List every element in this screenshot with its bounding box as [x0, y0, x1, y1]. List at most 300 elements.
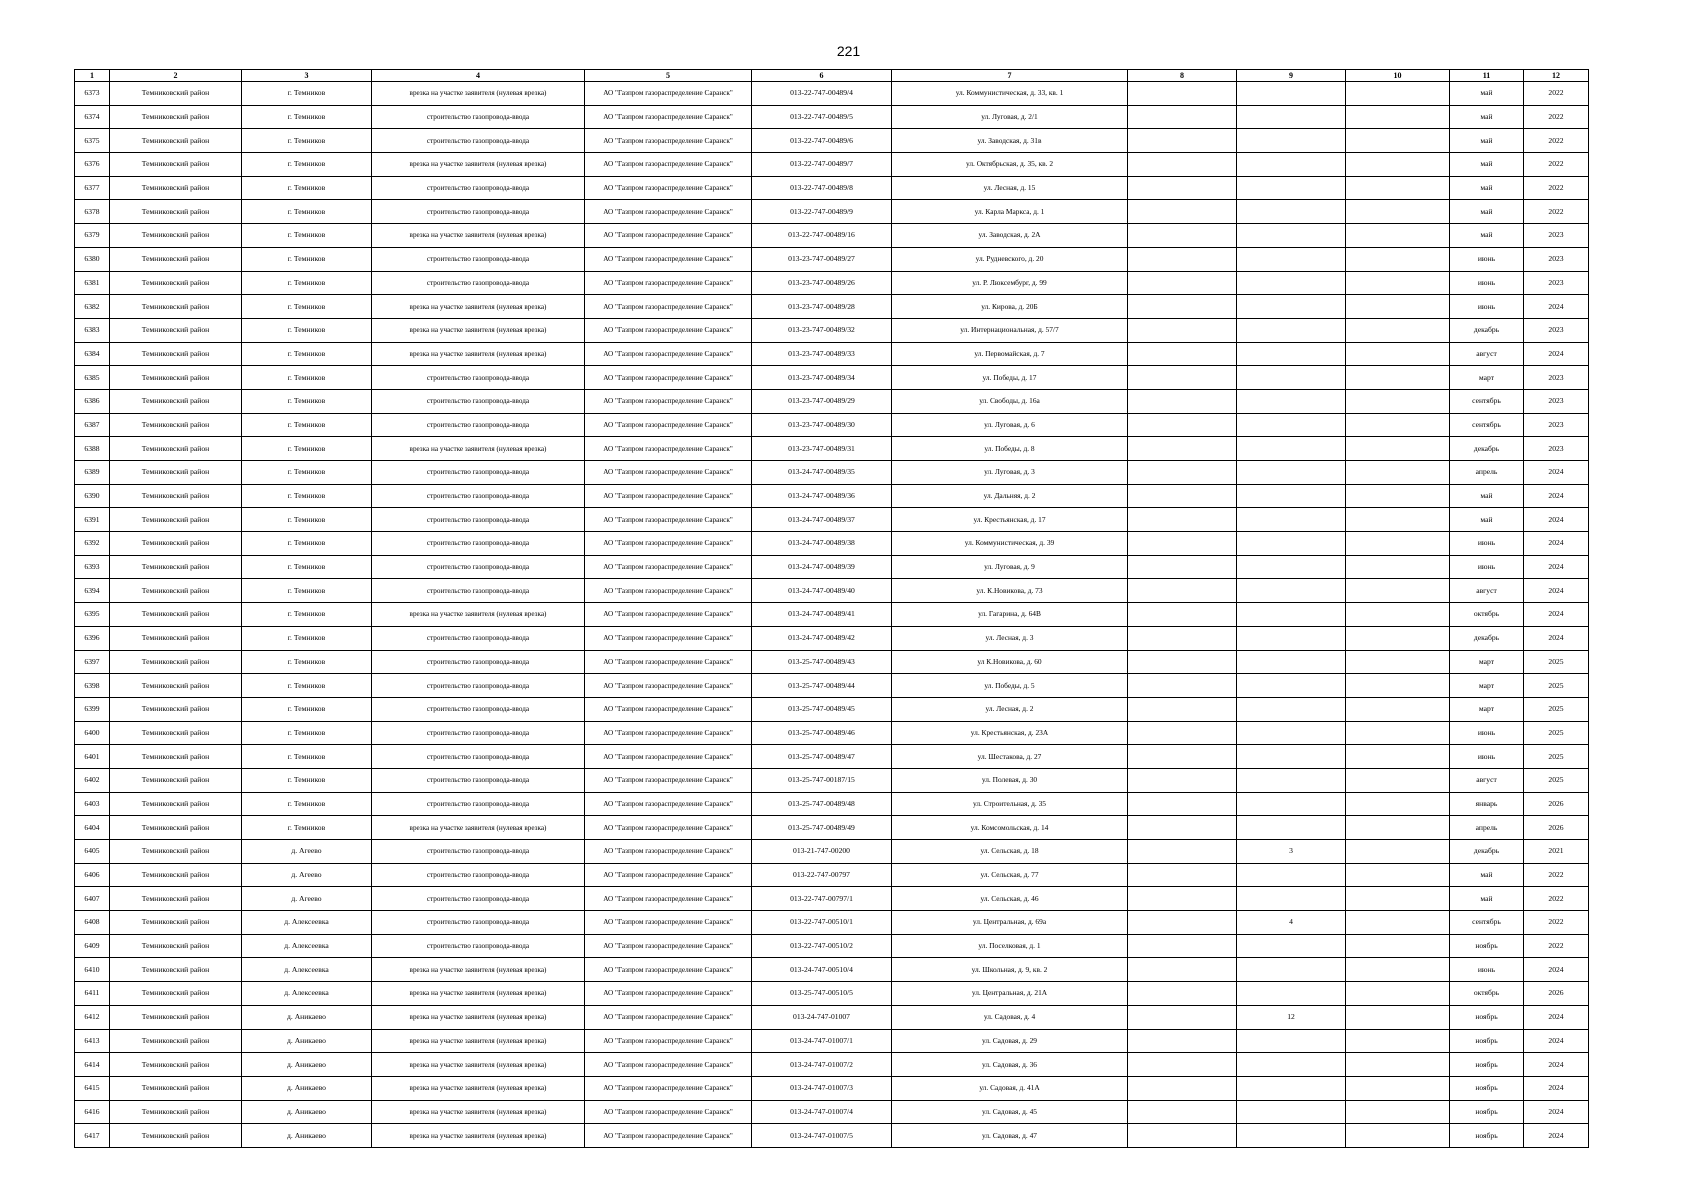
table-row	[75, 1076, 1589, 1100]
cell-settlement: д. Агеево	[242, 887, 372, 911]
column-header-12: 12	[1524, 70, 1589, 82]
cell-contract-number: 013-23-747-00489/28	[752, 295, 892, 319]
cell-month: июнь	[1450, 532, 1524, 556]
cell-contract-number: 013-24-747-00489/36	[752, 484, 892, 508]
cell-year: 2023	[1524, 318, 1589, 342]
table-row	[75, 745, 1589, 769]
cell-year: 2025	[1524, 697, 1589, 721]
cell-organization: АО "Газпром газораспределение Саранск"	[585, 650, 752, 674]
cell-address: ул. Победы, д. 5	[892, 674, 1128, 698]
column-header-1: 1	[75, 70, 110, 82]
cell-address: ул. Поселковая, д. 1	[892, 934, 1128, 958]
cell-col-8	[1128, 745, 1237, 769]
cell-col-10	[1346, 129, 1450, 153]
cell-settlement: г. Темников	[242, 721, 372, 745]
cell-contract-number: 013-22-747-00489/9	[752, 200, 892, 224]
cell-month: май	[1450, 863, 1524, 887]
cell-col-10	[1346, 579, 1450, 603]
cell-col-9	[1237, 863, 1346, 887]
cell-col-9	[1237, 1029, 1346, 1053]
cell-month: ноябрь	[1450, 934, 1524, 958]
cell-settlement: г. Темников	[242, 318, 372, 342]
cell-work-type: строительство газопровода-ввода	[372, 484, 585, 508]
table-row	[75, 792, 1589, 816]
cell-month: апрель	[1450, 816, 1524, 840]
cell-col-8	[1128, 626, 1237, 650]
cell-row-number: 6391	[75, 508, 110, 532]
cell-month: июнь	[1450, 295, 1524, 319]
cell-col-9	[1237, 555, 1346, 579]
table-row	[75, 437, 1589, 461]
cell-work-type: строительство газопровода-ввода	[372, 697, 585, 721]
table-row	[75, 224, 1589, 248]
cell-col-8	[1128, 911, 1237, 935]
cell-year: 2022	[1524, 176, 1589, 200]
cell-year: 2025	[1524, 674, 1589, 698]
cell-settlement: г. Темников	[242, 295, 372, 319]
cell-col-9	[1237, 176, 1346, 200]
cell-col-9	[1237, 389, 1346, 413]
cell-month: май	[1450, 887, 1524, 911]
cell-work-type: строительство газопровода-ввода	[372, 863, 585, 887]
cell-year: 2022	[1524, 129, 1589, 153]
cell-work-type: строительство газопровода-ввода	[372, 650, 585, 674]
column-header-6: 6	[752, 70, 892, 82]
cell-col-9: 4	[1237, 911, 1346, 935]
cell-row-number: 6411	[75, 982, 110, 1006]
cell-address: ул. Сельская, д. 77	[892, 863, 1128, 887]
cell-work-type: врезка на участке заявителя (нулевая врезка)	[372, 1124, 585, 1148]
cell-contract-number: 013-25-747-00510/5	[752, 982, 892, 1006]
cell-col-10	[1346, 318, 1450, 342]
cell-organization: АО "Газпром газораспределение Саранск"	[585, 1005, 752, 1029]
cell-year: 2022	[1524, 153, 1589, 177]
cell-col-9	[1237, 1124, 1346, 1148]
cell-col-8	[1128, 603, 1237, 627]
cell-district: Темниковский район	[110, 792, 242, 816]
cell-address: ул. Садовая, д. 41А	[892, 1076, 1128, 1100]
cell-year: 2024	[1524, 1100, 1589, 1124]
cell-month: октябрь	[1450, 982, 1524, 1006]
cell-year: 2024	[1524, 532, 1589, 556]
table-row	[75, 413, 1589, 437]
cell-col-8	[1128, 887, 1237, 911]
cell-work-type: врезка на участке заявителя (нулевая врезка)	[372, 295, 585, 319]
cell-district: Темниковский район	[110, 247, 242, 271]
cell-year: 2024	[1524, 1076, 1589, 1100]
table-row	[75, 603, 1589, 627]
cell-contract-number: 013-23-747-00489/33	[752, 342, 892, 366]
cell-col-8	[1128, 958, 1237, 982]
cell-organization: АО "Газпром газораспределение Саранск"	[585, 697, 752, 721]
table-row	[75, 840, 1589, 864]
cell-address: ул. Карла Маркса, д. 1	[892, 200, 1128, 224]
cell-month: сентябрь	[1450, 413, 1524, 437]
cell-settlement: д. Алексеевка	[242, 982, 372, 1006]
cell-year: 2026	[1524, 982, 1589, 1006]
cell-district: Темниковский район	[110, 840, 242, 864]
cell-contract-number: 013-24-747-00489/41	[752, 603, 892, 627]
cell-row-number: 6379	[75, 224, 110, 248]
cell-settlement: г. Темников	[242, 650, 372, 674]
cell-col-9	[1237, 674, 1346, 698]
table-row	[75, 911, 1589, 935]
cell-month: май	[1450, 484, 1524, 508]
cell-work-type: строительство газопровода-ввода	[372, 176, 585, 200]
cell-work-type: врезка на участке заявителя (нулевая врезка)	[372, 153, 585, 177]
cell-col-8	[1128, 816, 1237, 840]
cell-settlement: г. Темников	[242, 461, 372, 485]
register-table	[74, 69, 1589, 1148]
cell-work-type: строительство газопровода-ввода	[372, 129, 585, 153]
cell-district: Темниковский район	[110, 366, 242, 390]
cell-col-8	[1128, 982, 1237, 1006]
cell-row-number: 6388	[75, 437, 110, 461]
cell-address: ул. Центральная, д. 69а	[892, 911, 1128, 935]
cell-settlement: г. Темников	[242, 768, 372, 792]
cell-row-number: 6404	[75, 816, 110, 840]
cell-district: Темниковский район	[110, 437, 242, 461]
cell-contract-number: 013-24-747-00489/40	[752, 579, 892, 603]
cell-col-9	[1237, 1076, 1346, 1100]
cell-col-8	[1128, 1124, 1237, 1148]
cell-organization: АО "Газпром газораспределение Саранск"	[585, 200, 752, 224]
cell-year: 2024	[1524, 626, 1589, 650]
cell-contract-number: 013-22-747-00489/8	[752, 176, 892, 200]
cell-organization: АО "Газпром газораспределение Саранск"	[585, 389, 752, 413]
cell-row-number: 6416	[75, 1100, 110, 1124]
cell-address: ул. Дальняя, д. 2	[892, 484, 1128, 508]
cell-col-8	[1128, 1076, 1237, 1100]
cell-col-9	[1237, 318, 1346, 342]
cell-month: июнь	[1450, 247, 1524, 271]
cell-address: ул. Октябрьская, д. 35, кв. 2	[892, 153, 1128, 177]
cell-work-type: врезка на участке заявителя (нулевая врезка)	[372, 1029, 585, 1053]
cell-col-8	[1128, 153, 1237, 177]
cell-month: август	[1450, 768, 1524, 792]
cell-col-9	[1237, 508, 1346, 532]
cell-work-type: строительство газопровода-ввода	[372, 768, 585, 792]
cell-settlement: д. Агеево	[242, 863, 372, 887]
cell-col-9	[1237, 105, 1346, 129]
cell-work-type: врезка на участке заявителя (нулевая врезка)	[372, 603, 585, 627]
cell-month: август	[1450, 579, 1524, 603]
cell-col-10	[1346, 484, 1450, 508]
cell-year: 2025	[1524, 721, 1589, 745]
cell-work-type: строительство газопровода-ввода	[372, 911, 585, 935]
cell-address: ул. Победы, д. 8	[892, 437, 1128, 461]
cell-address: ул. Интернациональная, д. 57/7	[892, 318, 1128, 342]
cell-col-10	[1346, 366, 1450, 390]
cell-col-9	[1237, 1053, 1346, 1077]
cell-col-10	[1346, 840, 1450, 864]
cell-month: сентябрь	[1450, 389, 1524, 413]
column-header-9: 9	[1237, 70, 1346, 82]
cell-organization: АО "Газпром газораспределение Саранск"	[585, 745, 752, 769]
cell-contract-number: 013-25-747-00489/45	[752, 697, 892, 721]
cell-col-9	[1237, 200, 1346, 224]
cell-settlement: г. Темников	[242, 82, 372, 106]
cell-district: Темниковский район	[110, 532, 242, 556]
cell-district: Темниковский район	[110, 389, 242, 413]
table-row	[75, 555, 1589, 579]
cell-col-9: 12	[1237, 1005, 1346, 1029]
cell-year: 2025	[1524, 768, 1589, 792]
cell-address: ул. Луговая, д. 6	[892, 413, 1128, 437]
cell-col-8	[1128, 366, 1237, 390]
cell-col-8	[1128, 508, 1237, 532]
column-header-11: 11	[1450, 70, 1524, 82]
cell-col-8	[1128, 318, 1237, 342]
cell-month: май	[1450, 176, 1524, 200]
cell-row-number: 6406	[75, 863, 110, 887]
cell-work-type: строительство газопровода-ввода	[372, 271, 585, 295]
table-row	[75, 1124, 1589, 1148]
cell-col-8	[1128, 1053, 1237, 1077]
cell-col-8	[1128, 461, 1237, 485]
column-header-3: 3	[242, 70, 372, 82]
column-header-7: 7	[892, 70, 1128, 82]
cell-contract-number: 013-24-747-00489/37	[752, 508, 892, 532]
cell-district: Темниковский район	[110, 816, 242, 840]
cell-col-10	[1346, 816, 1450, 840]
cell-month: ноябрь	[1450, 1029, 1524, 1053]
cell-contract-number: 013-23-747-00489/29	[752, 389, 892, 413]
cell-col-9	[1237, 247, 1346, 271]
cell-organization: АО "Газпром газораспределение Саранск"	[585, 1053, 752, 1077]
cell-district: Темниковский район	[110, 697, 242, 721]
cell-month: май	[1450, 200, 1524, 224]
cell-col-10	[1346, 626, 1450, 650]
cell-district: Темниковский район	[110, 603, 242, 627]
cell-district: Темниковский район	[110, 129, 242, 153]
cell-row-number: 6400	[75, 721, 110, 745]
cell-col-9	[1237, 626, 1346, 650]
cell-organization: АО "Газпром газораспределение Саранск"	[585, 82, 752, 106]
cell-month: март	[1450, 674, 1524, 698]
cell-settlement: г. Темников	[242, 484, 372, 508]
cell-row-number: 6380	[75, 247, 110, 271]
cell-organization: АО "Газпром газораспределение Саранск"	[585, 816, 752, 840]
cell-col-8	[1128, 579, 1237, 603]
cell-district: Темниковский район	[110, 1076, 242, 1100]
cell-col-9	[1237, 271, 1346, 295]
cell-col-10	[1346, 1124, 1450, 1148]
cell-district: Темниковский район	[110, 674, 242, 698]
cell-settlement: д. Алексеевка	[242, 934, 372, 958]
cell-organization: АО "Газпром газораспределение Саранск"	[585, 934, 752, 958]
cell-address: ул. Лесная, д. 3	[892, 626, 1128, 650]
cell-row-number: 6392	[75, 532, 110, 556]
cell-address: ул. Садовая, д. 36	[892, 1053, 1128, 1077]
cell-settlement: г. Темников	[242, 413, 372, 437]
cell-address: ул. Полевая, д. 30	[892, 768, 1128, 792]
cell-address: ул. Садовая, д. 29	[892, 1029, 1128, 1053]
cell-year: 2024	[1524, 461, 1589, 485]
cell-organization: АО "Газпром газораспределение Саранск"	[585, 1076, 752, 1100]
cell-work-type: врезка на участке заявителя (нулевая врезка)	[372, 318, 585, 342]
cell-contract-number: 013-23-747-00489/30	[752, 413, 892, 437]
cell-contract-number: 013-24-747-01007/5	[752, 1124, 892, 1148]
cell-organization: АО "Газпром газораспределение Саранск"	[585, 176, 752, 200]
table-row	[75, 934, 1589, 958]
table-row	[75, 650, 1589, 674]
cell-organization: АО "Газпром газораспределение Саранск"	[585, 887, 752, 911]
cell-organization: АО "Газпром газораспределение Саранск"	[585, 792, 752, 816]
cell-row-number: 6398	[75, 674, 110, 698]
cell-col-8	[1128, 697, 1237, 721]
cell-contract-number: 013-23-747-00489/27	[752, 247, 892, 271]
cell-contract-number: 013-22-747-00510/1	[752, 911, 892, 935]
cell-address: ул. Строительная, д. 35	[892, 792, 1128, 816]
cell-col-8	[1128, 437, 1237, 461]
table-body	[75, 82, 1589, 1148]
cell-col-9	[1237, 437, 1346, 461]
cell-month: ноябрь	[1450, 1053, 1524, 1077]
cell-settlement: д. Аникаево	[242, 1029, 372, 1053]
cell-district: Темниковский район	[110, 579, 242, 603]
table-row	[75, 508, 1589, 532]
cell-contract-number: 013-22-747-00797/1	[752, 887, 892, 911]
cell-row-number: 6409	[75, 934, 110, 958]
cell-col-8	[1128, 792, 1237, 816]
cell-col-8	[1128, 200, 1237, 224]
cell-settlement: г. Темников	[242, 816, 372, 840]
cell-month: май	[1450, 508, 1524, 532]
cell-month: октябрь	[1450, 603, 1524, 627]
page-number: 221	[836, 43, 861, 59]
column-header-2: 2	[110, 70, 242, 82]
cell-col-9	[1237, 768, 1346, 792]
cell-contract-number: 013-22-747-00489/7	[752, 153, 892, 177]
cell-organization: АО "Газпром газораспределение Саранск"	[585, 674, 752, 698]
cell-address: ул. Свободы, д. 16а	[892, 389, 1128, 413]
cell-address: ул. Шестакова, д. 27	[892, 745, 1128, 769]
cell-work-type: врезка на участке заявителя (нулевая врезка)	[372, 437, 585, 461]
cell-settlement: г. Темников	[242, 697, 372, 721]
cell-year: 2025	[1524, 745, 1589, 769]
cell-district: Темниковский район	[110, 650, 242, 674]
cell-col-10	[1346, 508, 1450, 532]
cell-district: Темниковский район	[110, 413, 242, 437]
cell-col-8	[1128, 82, 1237, 106]
cell-col-10	[1346, 911, 1450, 935]
cell-work-type: строительство газопровода-ввода	[372, 792, 585, 816]
cell-address: ул. Коммунистическая, д. 33, кв. 1	[892, 82, 1128, 106]
cell-organization: АО "Газпром газораспределение Саранск"	[585, 366, 752, 390]
cell-address: ул. Луговая, д. 3	[892, 461, 1128, 485]
cell-contract-number: 013-22-747-00489/16	[752, 224, 892, 248]
cell-organization: АО "Газпром газораспределение Саранск"	[585, 247, 752, 271]
cell-address: ул. Р. Люксембург, д. 99	[892, 271, 1128, 295]
cell-address: ул. Луговая, д. 9	[892, 555, 1128, 579]
cell-address: ул. К.Новикова, д. 73	[892, 579, 1128, 603]
cell-contract-number: 013-24-747-00489/39	[752, 555, 892, 579]
cell-district: Темниковский район	[110, 176, 242, 200]
table-row	[75, 247, 1589, 271]
cell-col-10	[1346, 887, 1450, 911]
cell-month: август	[1450, 342, 1524, 366]
cell-row-number: 6410	[75, 958, 110, 982]
cell-district: Темниковский район	[110, 1100, 242, 1124]
cell-col-10	[1346, 82, 1450, 106]
cell-address: ул. Лесная, д. 2	[892, 697, 1128, 721]
cell-settlement: г. Темников	[242, 105, 372, 129]
cell-row-number: 6390	[75, 484, 110, 508]
cell-year: 2023	[1524, 389, 1589, 413]
cell-district: Темниковский район	[110, 768, 242, 792]
cell-col-10	[1346, 745, 1450, 769]
cell-contract-number: 013-22-747-00510/2	[752, 934, 892, 958]
cell-year: 2023	[1524, 413, 1589, 437]
cell-col-10	[1346, 389, 1450, 413]
table-row	[75, 532, 1589, 556]
table-row	[75, 484, 1589, 508]
cell-work-type: строительство газопровода-ввода	[372, 247, 585, 271]
cell-contract-number: 013-22-747-00489/6	[752, 129, 892, 153]
cell-settlement: г. Темников	[242, 626, 372, 650]
cell-contract-number: 013-25-747-00187/15	[752, 768, 892, 792]
cell-col-9	[1237, 650, 1346, 674]
cell-settlement: д. Алексеевка	[242, 958, 372, 982]
cell-contract-number: 013-24-747-00489/35	[752, 461, 892, 485]
cell-work-type: строительство газопровода-ввода	[372, 200, 585, 224]
cell-work-type: строительство газопровода-ввода	[372, 105, 585, 129]
cell-work-type: врезка на участке заявителя (нулевая врезка)	[372, 224, 585, 248]
cell-month: декабрь	[1450, 318, 1524, 342]
cell-col-8	[1128, 934, 1237, 958]
cell-col-10	[1346, 247, 1450, 271]
cell-col-10	[1346, 153, 1450, 177]
cell-work-type: строительство газопровода-ввода	[372, 840, 585, 864]
cell-address: ул. Сельская, д. 46	[892, 887, 1128, 911]
cell-work-type: строительство газопровода-ввода	[372, 508, 585, 532]
cell-contract-number: 013-25-747-00489/44	[752, 674, 892, 698]
table-row	[75, 1100, 1589, 1124]
cell-address: ул. Луговая, д. 2/1	[892, 105, 1128, 129]
cell-district: Темниковский район	[110, 153, 242, 177]
cell-year: 2021	[1524, 840, 1589, 864]
cell-year: 2022	[1524, 105, 1589, 129]
cell-year: 2026	[1524, 816, 1589, 840]
cell-settlement: д. Алексеевка	[242, 911, 372, 935]
cell-organization: АО "Газпром газораспределение Саранск"	[585, 840, 752, 864]
cell-address: ул. Лесная, д. 15	[892, 176, 1128, 200]
cell-organization: АО "Газпром газораспределение Саранск"	[585, 484, 752, 508]
cell-district: Темниковский район	[110, 82, 242, 106]
cell-col-10	[1346, 674, 1450, 698]
cell-settlement: г. Темников	[242, 437, 372, 461]
cell-district: Темниковский район	[110, 555, 242, 579]
table-row	[75, 153, 1589, 177]
cell-month: ноябрь	[1450, 1124, 1524, 1148]
cell-work-type: врезка на участке заявителя (нулевая врезка)	[372, 1053, 585, 1077]
cell-col-9	[1237, 366, 1346, 390]
cell-district: Темниковский район	[110, 911, 242, 935]
cell-contract-number: 013-23-747-00489/32	[752, 318, 892, 342]
cell-contract-number: 013-21-747-00200	[752, 840, 892, 864]
cell-year: 2024	[1524, 1005, 1589, 1029]
cell-address: ул. Садовая, д. 47	[892, 1124, 1128, 1148]
cell-year: 2024	[1524, 342, 1589, 366]
cell-col-10	[1346, 721, 1450, 745]
table-row	[75, 674, 1589, 698]
cell-district: Темниковский район	[110, 745, 242, 769]
cell-col-10	[1346, 342, 1450, 366]
cell-col-9	[1237, 153, 1346, 177]
cell-row-number: 6385	[75, 366, 110, 390]
cell-col-9	[1237, 745, 1346, 769]
